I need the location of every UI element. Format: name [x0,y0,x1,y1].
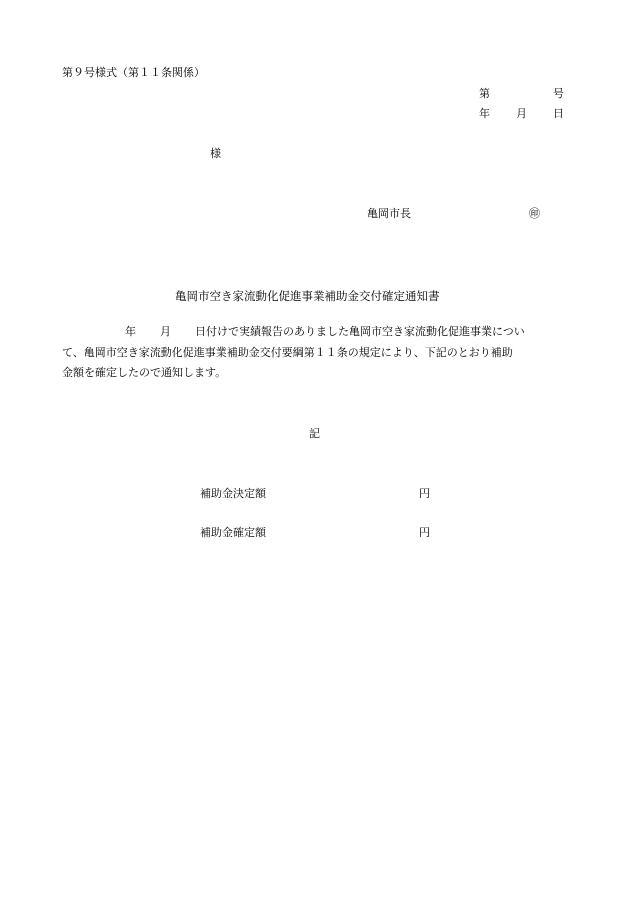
document-number-suffix: 号 [553,87,564,100]
item-label-decided-amount: 補助金決定額 [200,487,266,500]
form-number: 第９号様式（第１１条関係） [62,66,205,79]
item-unit-decided-amount: 円 [419,487,430,500]
body-year-label: 年 [125,325,136,338]
body-line-3: 金額を確定したので通知します。 [62,366,227,379]
item-label-confirmed-amount: 補助金確定額 [200,526,266,539]
body-line-1 [62,322,570,343]
seal-icon: ㊞ [529,207,540,220]
addressee-honorific: 様 [210,147,221,160]
date-day-label: 日 [553,107,564,120]
document-title: 亀岡市空き家流動化促進事業補助金交付確定通知書 [175,289,440,303]
ki-heading: 記 [309,427,320,440]
body-line-2: て、亀岡市空き家流動化促進事業補助金交付要綱第１１条の規定により、下記のとおり補助 [62,345,513,359]
body-paragraph [62,322,570,384]
body-line-1-text: 日付けで実績報告のありました亀岡市空き家流動化促進事業につい [195,325,525,338]
item-unit-confirmed-amount: 円 [419,526,430,539]
issuer-name: 亀岡市長 [367,207,411,220]
date-year-label: 年 [479,107,490,120]
document-number-prefix: 第 [479,87,490,100]
date-month-label: 月 [516,107,527,120]
body-month-label: 月 [160,325,171,338]
